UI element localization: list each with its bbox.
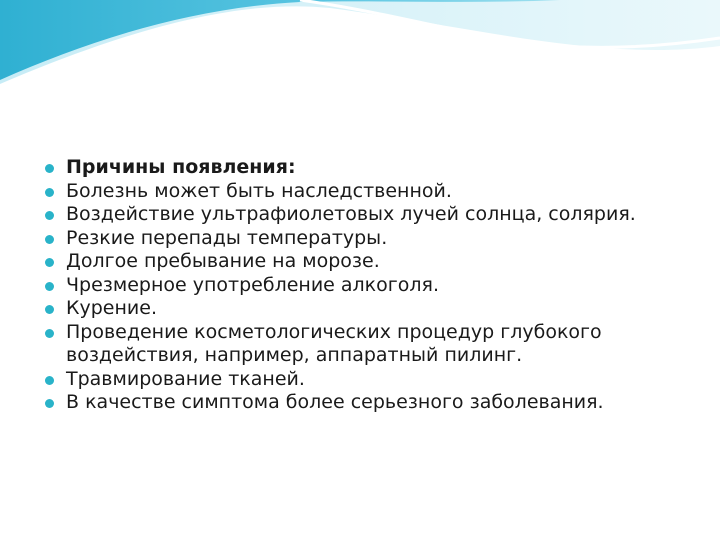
list-item-text: Причины появления:: [66, 156, 296, 178]
list-item-text: Воздействие ультрафиолетовых лучей солнца, солярия.: [66, 203, 636, 225]
bullet-dot-icon: [45, 164, 54, 173]
list-item: [44, 250, 704, 274]
bullet-dot-icon: [45, 211, 54, 220]
bullet-dot-icon: [45, 329, 54, 338]
list-item: [44, 180, 704, 204]
list-item: [44, 297, 704, 321]
list-item: [44, 156, 704, 180]
list-item-text: Чрезмерное употребление алкоголя.: [66, 273, 440, 296]
list-item-text: Травмирование тканей.: [66, 367, 305, 390]
bullet-dot-icon: [45, 282, 54, 291]
list-item-text: Проведение косметологических процедур глубокого воздействия, например, аппаратный пилинг.: [66, 320, 602, 366]
list-item: [44, 274, 704, 298]
list-item: [44, 227, 704, 251]
bullet-dot-icon: [45, 258, 54, 267]
header-wave-decoration: [0, 0, 720, 110]
bullet-dot-icon: [45, 235, 54, 244]
bullet-content: [44, 156, 704, 415]
list-item: [44, 321, 704, 368]
bullet-dot-icon: [45, 305, 54, 314]
list-item-text: Резкие перепады температуры.: [66, 226, 388, 249]
list-item: [44, 368, 704, 392]
list-item-text: Болезнь может быть наследственной.: [66, 179, 452, 202]
bullet-list: [44, 156, 704, 415]
bullet-dot-icon: [45, 188, 54, 197]
bullet-dot-icon: [45, 376, 54, 385]
list-item: [44, 203, 704, 227]
list-item-text: Курение.: [66, 297, 157, 319]
list-item: [44, 391, 704, 415]
list-item-text: Долгое пребывание на морозе.: [66, 250, 380, 272]
bullet-dot-icon: [45, 399, 54, 408]
list-item-text: В качестве симптома более серьезного заболевания.: [66, 391, 604, 413]
